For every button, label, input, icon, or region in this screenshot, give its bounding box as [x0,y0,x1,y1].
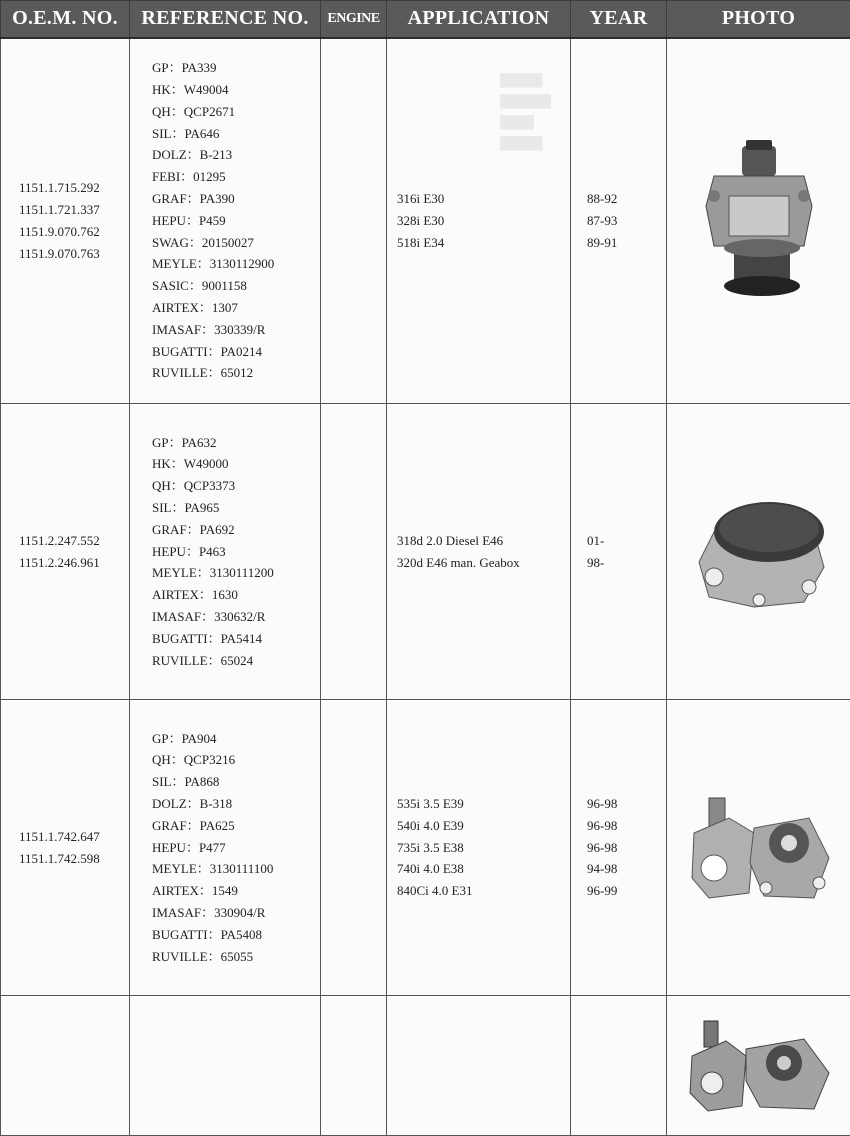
table-row [1,38,850,404]
water-pump-icon [684,1011,834,1121]
reference-cell-line: QH：QCP3373 [152,475,320,497]
reference-cell-line: SIL：PA646 [152,123,320,145]
reference-cell-line: HK：W49000 [152,453,320,475]
table-row [1,404,850,700]
reference-cell-line: RUVILLE：65024 [152,650,320,672]
reference-cell-line: QH：QCP2671 [152,101,320,123]
header-engine: ENGINE [321,1,387,38]
year-cell [571,996,667,1136]
application-cell [387,996,571,1136]
water-pump-icon [684,136,834,306]
reference-cell-line: IMASAF：330632/R [152,606,320,628]
application-cell-line: 328i E30 [397,210,570,232]
reference-cell-line: DOLZ：B-213 [152,144,320,166]
reference-cell-line: HEPU：P459 [152,210,320,232]
engine-cell [321,996,387,1136]
year-cell-line: 01- [587,530,666,552]
oem-cell-line: 1151.1.742.647 [19,826,129,848]
application-cell-line: 535i 3.5 E39 [397,793,570,815]
application-cell-line: 840Ci 4.0 E31 [397,880,570,902]
reference-cell-line: DOLZ：B-318 [152,793,320,815]
year-cell-line: 94-98 [587,858,666,880]
oem-cell-line: 1151.9.070.763 [19,243,129,265]
oem-cell-line: 1151.2.246.961 [19,552,129,574]
reference-cell-line: IMASAF：330904/R [152,902,320,924]
reference-cell-line: HK：W49004 [152,79,320,101]
reference-cell-line: GRAF：PA390 [152,188,320,210]
oem-cell [1,996,130,1136]
reference-cell-line: FEBI：01295 [152,166,320,188]
year-cell-line: 88-92 [587,188,666,210]
reference-cell-line: QH：QCP3216 [152,749,320,771]
reference-cell [130,700,321,996]
reference-cell-line: GP：PA904 [152,728,320,750]
application-cell-line: 518i E34 [397,232,570,254]
year-cell [571,38,667,404]
reference-cell-line: AIRTEX：1549 [152,880,320,902]
reference-cell-line: BUGATTI：PA5408 [152,924,320,946]
reference-cell-line: BUGATTI：PA5414 [152,628,320,650]
reference-cell-line: AIRTEX：1307 [152,297,320,319]
oem-cell [1,38,130,404]
photo-cell [667,996,850,1136]
table-row [1,996,850,1136]
photo-cell [667,700,850,996]
oem-cell-line: 1151.1.742.598 [19,848,129,870]
application-cell-line: 320d E46 man. Geabox [397,552,570,574]
engine-cell [321,700,387,996]
application-cell-line: 316i E30 [397,188,570,210]
header-row [1,1,850,38]
year-cell-line: 96-99 [587,880,666,902]
application-cell [387,38,571,404]
application-cell [387,404,571,700]
header-application: APPLICATION [387,1,571,38]
header-oem: O.E.M. NO. [1,1,130,38]
reference-cell [130,404,321,700]
table-row [1,700,850,996]
year-cell [571,700,667,996]
year-cell-line: 96-98 [587,793,666,815]
reference-cell-line: RUVILLE：65055 [152,946,320,968]
bleed-through-text: █████ ██████ ████ █████ [500,70,551,154]
application-cell [387,700,571,996]
reference-cell [130,996,321,1136]
reference-cell-line: SIL：PA868 [152,771,320,793]
water-pump-icon [684,788,834,908]
oem-cell-line: 1151.1.715.292 [19,177,129,199]
header-year: YEAR [571,1,667,38]
reference-cell-line: AIRTEX：1630 [152,584,320,606]
reference-cell-line: GP：PA339 [152,57,320,79]
photo-cell [667,38,850,404]
oem-cell [1,700,130,996]
application-cell-line: 735i 3.5 E38 [397,837,570,859]
year-cell-line: 87-93 [587,210,666,232]
reference-cell-line: SASIC：9001158 [152,275,320,297]
reference-cell-line: GRAF：PA625 [152,815,320,837]
oem-cell-line: 1151.2.247.552 [19,530,129,552]
application-cell-line: 540i 4.0 E39 [397,815,570,837]
reference-cell-line: GP：PA632 [152,432,320,454]
reference-cell-line: RUVILLE：65012 [152,362,320,384]
application-cell-line: 318d 2.0 Diesel E46 [397,530,570,552]
engine-cell [321,38,387,404]
reference-cell-line: BUGATTI：PA0214 [152,341,320,363]
oem-cell-line: 1151.9.070.762 [19,221,129,243]
reference-cell-line: MEYLE：3130111100 [152,858,320,880]
reference-cell-line: MEYLE：3130112900 [152,253,320,275]
oem-cell [1,404,130,700]
reference-cell-line: SWAG：20150027 [152,232,320,254]
reference-cell-line: SIL：PA965 [152,497,320,519]
header-reference: REFERENCE NO. [130,1,321,38]
header-photo: PHOTO [667,1,850,38]
photo-cell [667,404,850,700]
year-cell-line: 89-91 [587,232,666,254]
year-cell [571,404,667,700]
reference-cell-line: MEYLE：3130111200 [152,562,320,584]
reference-cell-line: HEPU：P477 [152,837,320,859]
reference-cell-line: HEPU：P463 [152,541,320,563]
year-cell-line: 96-98 [587,837,666,859]
reference-cell-line: GRAF：PA692 [152,519,320,541]
oem-cell-line: 1151.1.721.337 [19,199,129,221]
water-pump-icon [684,492,834,612]
year-cell-line: 98- [587,552,666,574]
application-cell-line: 740i 4.0 E38 [397,858,570,880]
year-cell-line: 96-98 [587,815,666,837]
reference-cell-line: IMASAF：330339/R [152,319,320,341]
reference-cell [130,38,321,404]
engine-cell [321,404,387,700]
